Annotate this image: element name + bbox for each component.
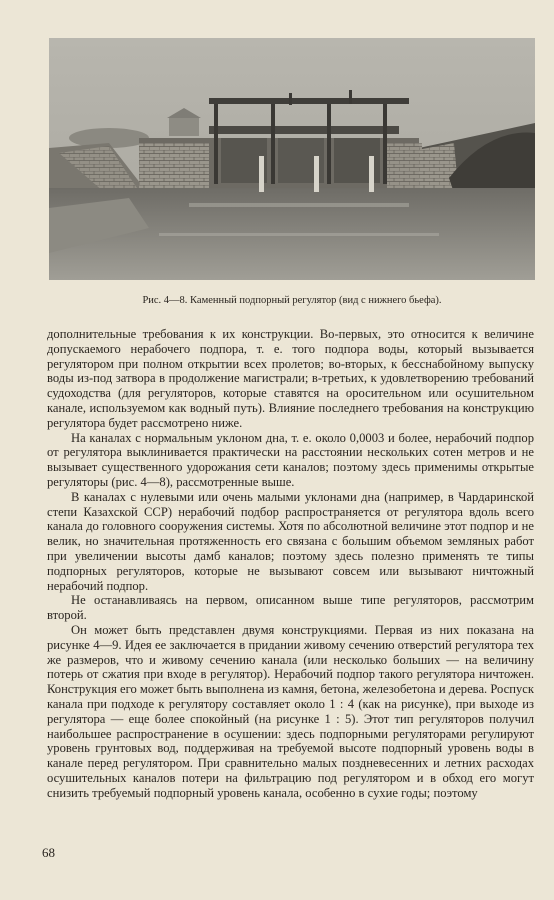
paragraph: На каналах с нормальным уклоном дна, т. е. около 0,0003 и более, нерабочий подпор от регулятора выклинивается практически на расстоянии нескольких сотен метров и не вызывает существенного удорожания сети каналов; поэтому здесь применимы открытые регуляторы (рис. 4—8), рассмотренные выше. (47, 430, 534, 489)
photo-illustration (49, 38, 535, 280)
body-text (47, 327, 534, 801)
paragraph: В каналах с нулевыми или очень малыми уклонами дна (например, в Чардаринской степи Казахской ССР) нерабочий подбор распространяется от регулятора вдоль всего канала до головного сооружения системы. Хотя по абсолютной величине этот подпор и не велик, но значительная протяженность его связана с большим объемом земляных работ при увеличении высоты дамб каналов; поэтому здесь полезно применять те типы подпорных регуляторов, которые не вызывают совсем или вызывают ничтожный нерабочий подпор. (47, 489, 534, 593)
page-number: 68 (42, 845, 55, 860)
figure-caption: Рис. 4—8. Каменный подпорный регулятор (вид с нижнего бьефа). (142, 295, 442, 306)
paragraph: Он может быть представлен двумя конструкциями. Первая из них показана на рисунке 4—9. Идея ее заключается в придании живому сечению отверстий регулятора тех же размеров, что и живому сечению канала (или несколько больших — на величину потерь от сжатия при входе в регулятор). Нерабочий подпор такого регулятора ничтожен. Конструкция его может быть выполнена из камня, бетона, железобетона и дерева. Роспуск канала при подходе к регулятору составляет около 1 : 4 (как на рисунке), при выходе из регулятора — еще более спокойный (на рисунке 1 : 5). Этот тип регуляторов получил наибольшее распространение в осушении: здесь подпорными регуляторами регулируют уровень грунтовых вод, поддерживая на требуемой высоте подпорный уровень воды в канале перед регулятором. При сравнительно малых поздневесенних и летних расходах осушительных каналов потери на фильтрацию под регулятором и в обход его могут снизить требуемый подпорный уровень канала, особенно в сухие годы; поэтому (47, 622, 534, 800)
figure-photo-stone-regulator (49, 38, 535, 280)
paragraph: Не останавливаясь на первом, описанном выше типе регуляторов, рассмотрим второй. (47, 593, 534, 623)
paragraph: дополнительные требования к их конструкции. Во-первых, это относится к величине допускаемого нерабочего подпора, т. е. того подпора воды, который вызывается регулятором при полном открытии всех пролетов; во-вторых, к бесснабойному выпуску воды из-под затвора в продолжение магистрали; в-третьих, к удовлетворению требований судоходства (для регуляторов, которые ставятся на оросительном или осушительном канале, используемом как водный путь). Влияние последнего требования на конструкцию регулятора будет рассмотрено ниже. (47, 327, 534, 430)
